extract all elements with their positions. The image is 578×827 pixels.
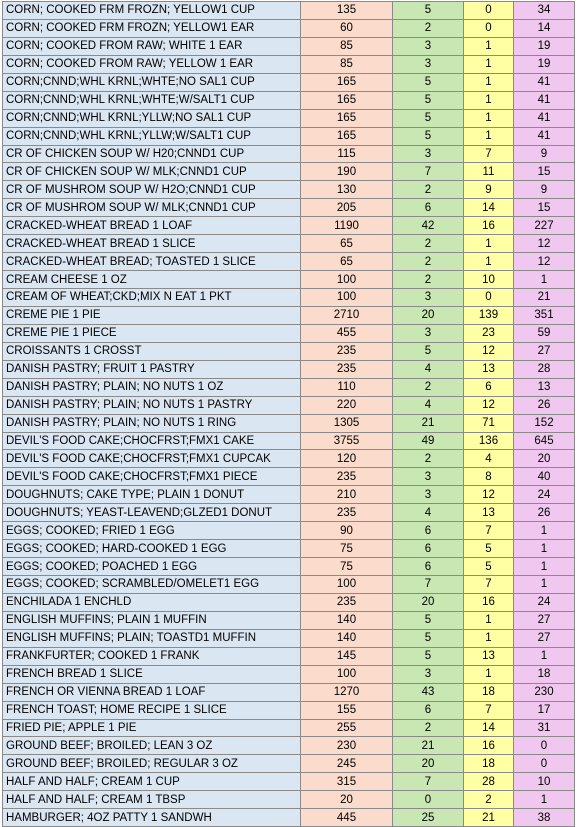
- value-cell-2: 2: [393, 19, 464, 37]
- table-row: [3, 127, 575, 145]
- value-cell-1: 235: [301, 468, 393, 486]
- value-cell-1: 100: [301, 665, 393, 683]
- value-cell-4: 26: [514, 396, 575, 414]
- table-row: [3, 289, 575, 307]
- value-cell-3: 23: [464, 324, 514, 342]
- food-name-cell: HAMBURGER; 4OZ PATTY 1 SANDWH: [3, 809, 301, 827]
- food-name-cell: CR OF CHICKEN SOUP W/ H20;CNND1 CUP: [3, 145, 301, 163]
- value-cell-1: 140: [301, 611, 393, 629]
- value-cell-2: 21: [393, 414, 464, 432]
- value-cell-1: 145: [301, 647, 393, 665]
- value-cell-3: 12: [464, 486, 514, 504]
- food-name-cell: DANISH PASTRY; PLAIN; NO NUTS 1 OZ: [3, 378, 301, 396]
- value-cell-4: 41: [514, 127, 575, 145]
- table-row: [3, 737, 575, 755]
- value-cell-2: 3: [393, 289, 464, 307]
- food-name-cell: FRENCH BREAD 1 SLICE: [3, 665, 301, 683]
- value-cell-4: 27: [514, 629, 575, 647]
- food-name-cell: CORN; COOKED FROM RAW; YELLOW 1 EAR: [3, 55, 301, 73]
- value-cell-1: 1270: [301, 683, 393, 701]
- value-cell-2: 49: [393, 432, 464, 450]
- value-cell-3: 2: [464, 791, 514, 809]
- value-cell-4: 15: [514, 163, 575, 181]
- value-cell-1: 155: [301, 701, 393, 719]
- value-cell-1: 165: [301, 109, 393, 127]
- food-name-cell: DOUGHNUTS; CAKE TYPE; PLAIN 1 DONUT: [3, 486, 301, 504]
- value-cell-2: 6: [393, 522, 464, 540]
- food-name-cell: ENGLISH MUFFINS; PLAIN; TOASTD1 MUFFIN: [3, 629, 301, 647]
- value-cell-3: 1: [464, 665, 514, 683]
- table-row: [3, 145, 575, 163]
- value-cell-2: 21: [393, 737, 464, 755]
- value-cell-2: 20: [393, 306, 464, 324]
- value-cell-1: 230: [301, 737, 393, 755]
- table-row: [3, 37, 575, 55]
- table-row: [3, 306, 575, 324]
- value-cell-4: 9: [514, 181, 575, 199]
- value-cell-3: 7: [464, 576, 514, 594]
- food-name-cell: CR OF CHICKEN SOUP W/ MLK;CNND1 CUP: [3, 163, 301, 181]
- value-cell-1: 455: [301, 324, 393, 342]
- value-cell-1: 20: [301, 791, 393, 809]
- value-cell-1: 60: [301, 19, 393, 37]
- value-cell-4: 152: [514, 414, 575, 432]
- value-cell-1: 85: [301, 55, 393, 73]
- value-cell-1: 100: [301, 271, 393, 289]
- value-cell-4: 645: [514, 432, 575, 450]
- table-row: [3, 629, 575, 647]
- table-row: [3, 235, 575, 253]
- value-cell-4: 1: [514, 647, 575, 665]
- value-cell-2: 2: [393, 181, 464, 199]
- food-name-cell: CORN;CNND;WHL KRNL;YLLW;NO SAL1 CUP: [3, 109, 301, 127]
- food-name-cell: CORN;CNND;WHL KRNL;YLLW;W/SALT1 CUP: [3, 127, 301, 145]
- food-name-cell: FRIED PIE; APPLE 1 PIE: [3, 719, 301, 737]
- value-cell-3: 13: [464, 360, 514, 378]
- value-cell-2: 0: [393, 791, 464, 809]
- value-cell-4: 351: [514, 306, 575, 324]
- food-name-cell: CREME PIE 1 PIE: [3, 306, 301, 324]
- table-row: [3, 414, 575, 432]
- value-cell-4: 19: [514, 37, 575, 55]
- value-cell-4: 34: [514, 2, 575, 20]
- value-cell-4: 1: [514, 576, 575, 594]
- value-cell-4: 41: [514, 91, 575, 109]
- nutrition-table: [2, 1, 575, 827]
- value-cell-1: 1305: [301, 414, 393, 432]
- value-cell-1: 235: [301, 360, 393, 378]
- table-row: [3, 360, 575, 378]
- value-cell-4: 227: [514, 217, 575, 235]
- table-row: [3, 468, 575, 486]
- value-cell-3: 0: [464, 19, 514, 37]
- value-cell-3: 14: [464, 719, 514, 737]
- value-cell-3: 12: [464, 342, 514, 360]
- value-cell-2: 5: [393, 647, 464, 665]
- value-cell-4: 1: [514, 540, 575, 558]
- value-cell-4: 41: [514, 109, 575, 127]
- value-cell-3: 1: [464, 109, 514, 127]
- value-cell-3: 1: [464, 611, 514, 629]
- table-body: [3, 2, 575, 827]
- value-cell-3: 13: [464, 647, 514, 665]
- value-cell-4: 9: [514, 145, 575, 163]
- value-cell-2: 5: [393, 73, 464, 91]
- value-cell-1: 2710: [301, 306, 393, 324]
- value-cell-1: 100: [301, 576, 393, 594]
- value-cell-3: 13: [464, 504, 514, 522]
- value-cell-2: 4: [393, 360, 464, 378]
- value-cell-4: 27: [514, 342, 575, 360]
- value-cell-2: 5: [393, 2, 464, 20]
- table-row: [3, 199, 575, 217]
- food-name-cell: DOUGHNUTS; YEAST-LEAVEND;GLZED1 DONUT: [3, 504, 301, 522]
- food-name-cell: CRACKED-WHEAT BREAD 1 SLICE: [3, 235, 301, 253]
- value-cell-3: 1: [464, 253, 514, 271]
- food-name-cell: CRACKED-WHEAT BREAD 1 LOAF: [3, 217, 301, 235]
- value-cell-2: 5: [393, 629, 464, 647]
- value-cell-4: 27: [514, 611, 575, 629]
- value-cell-4: 230: [514, 683, 575, 701]
- table-row: [3, 450, 575, 468]
- value-cell-4: 18: [514, 665, 575, 683]
- food-name-cell: EGGS; COOKED; POACHED 1 EGG: [3, 558, 301, 576]
- food-name-cell: DEVIL'S FOOD CAKE;CHOCFRST;FMX1 CAKE: [3, 432, 301, 450]
- food-name-cell: CRACKED-WHEAT BREAD; TOASTED 1 SLICE: [3, 253, 301, 271]
- food-name-cell: DEVIL'S FOOD CAKE;CHOCFRST;FMX1 PIECE: [3, 468, 301, 486]
- food-name-cell: FRENCH TOAST; HOME RECIPE 1 SLICE: [3, 701, 301, 719]
- table-row: [3, 504, 575, 522]
- value-cell-4: 38: [514, 809, 575, 827]
- value-cell-2: 2: [393, 450, 464, 468]
- table-row: [3, 324, 575, 342]
- value-cell-2: 4: [393, 504, 464, 522]
- value-cell-4: 10: [514, 773, 575, 791]
- table-row: [3, 540, 575, 558]
- value-cell-4: 1: [514, 791, 575, 809]
- value-cell-1: 1190: [301, 217, 393, 235]
- value-cell-2: 42: [393, 217, 464, 235]
- table-row: [3, 683, 575, 701]
- value-cell-3: 9: [464, 181, 514, 199]
- value-cell-3: 71: [464, 414, 514, 432]
- value-cell-2: 4: [393, 396, 464, 414]
- value-cell-2: 5: [393, 127, 464, 145]
- value-cell-4: 15: [514, 199, 575, 217]
- value-cell-3: 0: [464, 2, 514, 20]
- value-cell-1: 65: [301, 235, 393, 253]
- table-row: [3, 773, 575, 791]
- value-cell-3: 7: [464, 522, 514, 540]
- value-cell-1: 115: [301, 145, 393, 163]
- food-name-cell: CORN;CNND;WHL KRNL;WHTE;NO SAL1 CUP: [3, 73, 301, 91]
- value-cell-3: 1: [464, 55, 514, 73]
- value-cell-1: 100: [301, 289, 393, 307]
- table-row: [3, 611, 575, 629]
- value-cell-2: 3: [393, 37, 464, 55]
- value-cell-1: 85: [301, 37, 393, 55]
- value-cell-4: 26: [514, 504, 575, 522]
- value-cell-4: 40: [514, 468, 575, 486]
- value-cell-1: 130: [301, 181, 393, 199]
- value-cell-1: 245: [301, 755, 393, 773]
- value-cell-1: 75: [301, 558, 393, 576]
- value-cell-3: 5: [464, 558, 514, 576]
- value-cell-2: 25: [393, 809, 464, 827]
- table-row: [3, 181, 575, 199]
- value-cell-4: 41: [514, 73, 575, 91]
- value-cell-2: 20: [393, 755, 464, 773]
- food-name-cell: CORN;CNND;WHL KRNL;WHTE;W/SALT1 CUP: [3, 91, 301, 109]
- value-cell-2: 20: [393, 593, 464, 611]
- table-row: [3, 576, 575, 594]
- value-cell-2: 5: [393, 611, 464, 629]
- value-cell-3: 5: [464, 540, 514, 558]
- food-name-cell: CORN; COOKED FRM FROZN; YELLOW1 EAR: [3, 19, 301, 37]
- food-name-cell: DANISH PASTRY; FRUIT 1 PASTRY: [3, 360, 301, 378]
- value-cell-2: 5: [393, 91, 464, 109]
- value-cell-2: 6: [393, 558, 464, 576]
- value-cell-3: 1: [464, 91, 514, 109]
- value-cell-3: 7: [464, 701, 514, 719]
- value-cell-4: 21: [514, 289, 575, 307]
- table-row: [3, 163, 575, 181]
- table-row: [3, 91, 575, 109]
- value-cell-1: 205: [301, 199, 393, 217]
- table-row: [3, 73, 575, 91]
- value-cell-2: 3: [393, 55, 464, 73]
- value-cell-2: 6: [393, 540, 464, 558]
- table-row: [3, 109, 575, 127]
- value-cell-1: 120: [301, 450, 393, 468]
- value-cell-4: 0: [514, 737, 575, 755]
- food-name-cell: DEVIL'S FOOD CAKE;CHOCFRST;FMX1 CUPCAK: [3, 450, 301, 468]
- value-cell-1: 165: [301, 91, 393, 109]
- table-row: [3, 755, 575, 773]
- food-name-cell: EGGS; COOKED; SCRAMBLED/OMELET1 EGG: [3, 576, 301, 594]
- food-name-cell: DANISH PASTRY; PLAIN; NO NUTS 1 RING: [3, 414, 301, 432]
- table-row: [3, 522, 575, 540]
- value-cell-3: 1: [464, 235, 514, 253]
- food-name-cell: FRANKFURTER; COOKED 1 FRANK: [3, 647, 301, 665]
- value-cell-3: 7: [464, 145, 514, 163]
- food-name-cell: ENGLISH MUFFINS; PLAIN 1 MUFFIN: [3, 611, 301, 629]
- value-cell-3: 16: [464, 737, 514, 755]
- value-cell-2: 3: [393, 486, 464, 504]
- value-cell-1: 140: [301, 629, 393, 647]
- value-cell-4: 12: [514, 253, 575, 271]
- table-row: [3, 217, 575, 235]
- table-row: [3, 253, 575, 271]
- value-cell-4: 13: [514, 378, 575, 396]
- value-cell-3: 1: [464, 37, 514, 55]
- value-cell-4: 1: [514, 558, 575, 576]
- value-cell-4: 12: [514, 235, 575, 253]
- value-cell-1: 445: [301, 809, 393, 827]
- value-cell-4: 59: [514, 324, 575, 342]
- value-cell-1: 65: [301, 253, 393, 271]
- table-row: [3, 2, 575, 20]
- food-name-cell: FRENCH OR VIENNA BREAD 1 LOAF: [3, 683, 301, 701]
- value-cell-2: 6: [393, 701, 464, 719]
- food-name-cell: ENCHILADA 1 ENCHLD: [3, 593, 301, 611]
- value-cell-1: 3755: [301, 432, 393, 450]
- value-cell-2: 2: [393, 235, 464, 253]
- food-name-cell: HALF AND HALF; CREAM 1 TBSP: [3, 791, 301, 809]
- value-cell-3: 1: [464, 127, 514, 145]
- value-cell-1: 315: [301, 773, 393, 791]
- value-cell-1: 75: [301, 540, 393, 558]
- food-name-cell: CORN; COOKED FROM RAW; WHITE 1 EAR: [3, 37, 301, 55]
- value-cell-4: 20: [514, 450, 575, 468]
- value-cell-3: 18: [464, 755, 514, 773]
- food-name-cell: CREAM OF WHEAT;CKD;MIX N EAT 1 PKT: [3, 289, 301, 307]
- value-cell-2: 5: [393, 109, 464, 127]
- value-cell-2: 2: [393, 378, 464, 396]
- table-row: [3, 486, 575, 504]
- value-cell-1: 235: [301, 504, 393, 522]
- table-row: [3, 719, 575, 737]
- value-cell-4: 1: [514, 522, 575, 540]
- value-cell-1: 235: [301, 342, 393, 360]
- value-cell-3: 6: [464, 378, 514, 396]
- food-name-cell: CORN; COOKED FRM FROZN; YELLOW1 CUP: [3, 2, 301, 20]
- table-row: [3, 791, 575, 809]
- table-row: [3, 396, 575, 414]
- value-cell-2: 43: [393, 683, 464, 701]
- value-cell-2: 3: [393, 468, 464, 486]
- value-cell-1: 190: [301, 163, 393, 181]
- value-cell-2: 2: [393, 719, 464, 737]
- table-row: [3, 701, 575, 719]
- value-cell-3: 139: [464, 306, 514, 324]
- food-name-cell: EGGS; COOKED; HARD-COOKED 1 EGG: [3, 540, 301, 558]
- value-cell-3: 12: [464, 396, 514, 414]
- value-cell-3: 16: [464, 593, 514, 611]
- value-cell-4: 28: [514, 360, 575, 378]
- food-name-cell: CR OF MUSHROM SOUP W/ H2O;CNND1 CUP: [3, 181, 301, 199]
- value-cell-2: 3: [393, 324, 464, 342]
- value-cell-2: 2: [393, 271, 464, 289]
- value-cell-3: 28: [464, 773, 514, 791]
- value-cell-1: 90: [301, 522, 393, 540]
- value-cell-4: 17: [514, 701, 575, 719]
- table-row: [3, 19, 575, 37]
- food-name-cell: CREAM CHEESE 1 OZ: [3, 271, 301, 289]
- value-cell-4: 19: [514, 55, 575, 73]
- value-cell-2: 5: [393, 342, 464, 360]
- food-name-cell: DANISH PASTRY; PLAIN; NO NUTS 1 PASTRY: [3, 396, 301, 414]
- value-cell-3: 16: [464, 217, 514, 235]
- value-cell-1: 135: [301, 2, 393, 20]
- table-row: [3, 55, 575, 73]
- value-cell-2: 3: [393, 665, 464, 683]
- value-cell-4: 24: [514, 593, 575, 611]
- value-cell-2: 7: [393, 773, 464, 791]
- value-cell-4: 14: [514, 19, 575, 37]
- value-cell-1: 110: [301, 378, 393, 396]
- table-row: [3, 593, 575, 611]
- table-row: [3, 432, 575, 450]
- table-row: [3, 378, 575, 396]
- table-row: [3, 647, 575, 665]
- value-cell-3: 136: [464, 432, 514, 450]
- value-cell-3: 8: [464, 468, 514, 486]
- value-cell-4: 1: [514, 271, 575, 289]
- value-cell-4: 31: [514, 719, 575, 737]
- value-cell-2: 2: [393, 253, 464, 271]
- value-cell-3: 4: [464, 450, 514, 468]
- value-cell-2: 7: [393, 576, 464, 594]
- value-cell-4: 24: [514, 486, 575, 504]
- food-name-cell: GROUND BEEF; BROILED; REGULAR 3 OZ: [3, 755, 301, 773]
- value-cell-1: 210: [301, 486, 393, 504]
- value-cell-3: 18: [464, 683, 514, 701]
- value-cell-3: 11: [464, 163, 514, 181]
- value-cell-3: 0: [464, 289, 514, 307]
- value-cell-3: 1: [464, 73, 514, 91]
- value-cell-3: 10: [464, 271, 514, 289]
- food-name-cell: CROISSANTS 1 CROSST: [3, 342, 301, 360]
- value-cell-3: 21: [464, 809, 514, 827]
- value-cell-1: 255: [301, 719, 393, 737]
- value-cell-4: 0: [514, 755, 575, 773]
- food-name-cell: GROUND BEEF; BROILED; LEAN 3 OZ: [3, 737, 301, 755]
- food-name-cell: CREME PIE 1 PIECE: [3, 324, 301, 342]
- table-row: [3, 342, 575, 360]
- table-row: [3, 271, 575, 289]
- value-cell-1: 165: [301, 73, 393, 91]
- value-cell-1: 235: [301, 593, 393, 611]
- food-name-cell: CR OF MUSHROM SOUP W/ MLK;CNND1 CUP: [3, 199, 301, 217]
- value-cell-1: 165: [301, 127, 393, 145]
- value-cell-1: 220: [301, 396, 393, 414]
- value-cell-3: 1: [464, 629, 514, 647]
- value-cell-2: 3: [393, 145, 464, 163]
- food-name-cell: HALF AND HALF; CREAM 1 CUP: [3, 773, 301, 791]
- table-row: [3, 665, 575, 683]
- food-name-cell: EGGS; COOKED; FRIED 1 EGG: [3, 522, 301, 540]
- value-cell-3: 14: [464, 199, 514, 217]
- table-row: [3, 558, 575, 576]
- value-cell-2: 7: [393, 163, 464, 181]
- value-cell-2: 6: [393, 199, 464, 217]
